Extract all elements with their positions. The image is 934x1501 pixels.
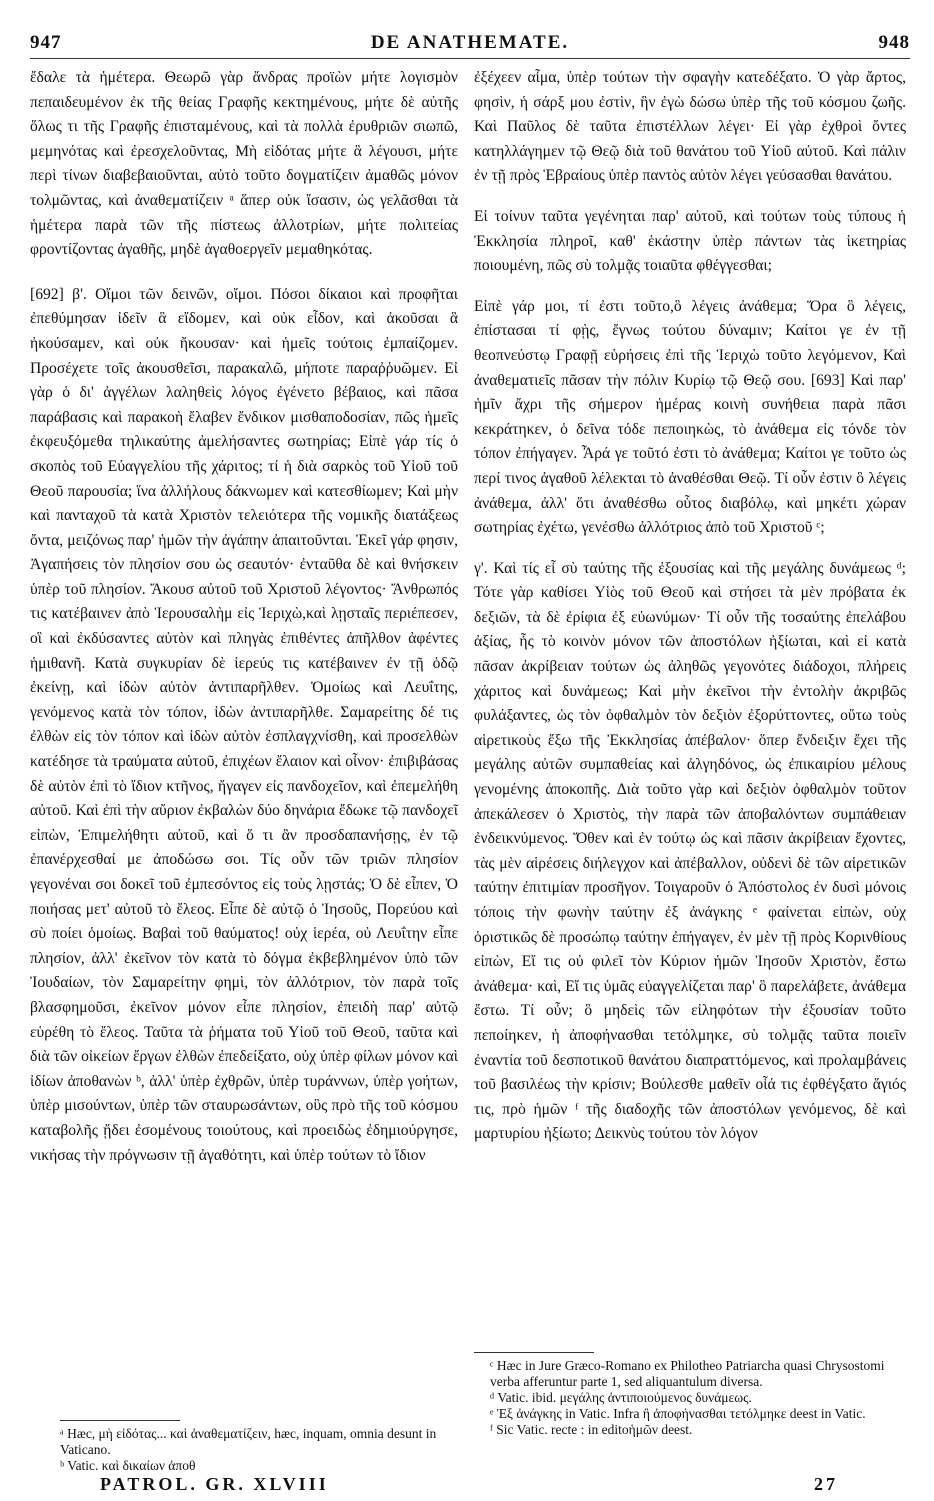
footnote-d: ᵈ Vatic. ibid. μεγάλης ἀντιποιούμενος δυνάμεως.: [490, 1390, 752, 1405]
left-page-number: 947: [30, 32, 62, 53]
footnote-f: ᶠ Sic Vatic. recte : in editoἡμῶν deest.: [490, 1422, 693, 1437]
page-title: DE ANATHEMATE.: [370, 32, 570, 53]
footnote-c: ᶜ Hæc in Jure Græco-Romano ex Philotheo Patriarcha quasi Chrysostomi verba afferuntur parte 1, sed aliquantulum diversa.: [490, 1358, 885, 1389]
right-paragraph-1: ἐξέχεεν αἷμα, ὑπὲρ τούτων τὴν σφαγὴν κατεδέξατο. Ὁ γὰρ ἄρτος, φησὶν, ἡ σάρξ μου ἐστὶν, ἣν ἐγὼ δώσω ὑπὲρ τῆς τοῦ κόσμου ζωῆς. Καὶ Παῦλος δὲ ταῦτα ἐπιστέλλων λέγει· Εἰ γὰρ ἐχθροὶ ὄντες κατηλλάγημεν τῷ Θεῷ διὰ τοῦ θανάτου τοῦ Υἱοῦ αὐτοῦ. Καὶ πάλιν ἐν τῇ πρὸς Ἑβραίους ὑπὲρ παντὸς αὐτὸν λέγει γεύσασθαι θανάτου.: [474, 69, 906, 185]
left-paragraph-1: ἔδαλε τὰ ἡμέτερα. Θεωρῶ γὰρ ἄνδρας προϊὼν μήτε λογισμὸν πεπαιδευμένον ἐκ τῆς θείας Γραφῆς κεκτημένους, μήτε δὲ αὐτῆς ὅλως τι τῆς Γραφῆς ἐπισταμένους, καὶ τὰ πολλὰ ἐρυθριῶν σιωπῶ, μεμηνότας καὶ ἐρεσχελοῦντας, Μὴ εἰδότας μήτε ἃ λέγουσι, μήτε περὶ τίνων διαβεβαιοῦνται, αὐτὸ τοῦτο δογματίζειν ἀμαθῶς μόνον τολμῶντας, καὶ ἀναθεματίζειν ᵃ ἅπερ οὐκ ἴσασιν, ὡς γελᾶσθαι τὰ ἡμέτερα παρὰ τῶν τῆς πίστεως ἀλλοτρίων, μήτε πολιτείας φροντίζοντας ἀγαθῆς, μηδὲ ἀγαθοεργεῖν μεμαθηκότας.: [30, 69, 458, 259]
left-paragraph-2: [692] β'. Οἴμοι τῶν δεινῶν, οἴμοι. Πόσοι δίκαιοι καὶ προφῆται ἐπεθύμησαν ἰδεῖν ἃ εἴδομεν, καὶ οὐκ εἶδον, καὶ ἀκοῦσαι ἃ ἠκούσαμεν, καὶ οὐκ ἤκουσαν· καὶ ἡμεῖς τούτοις ἐμπαίζομεν. Προσέχετε τοῖς ἀκουσθεῖσι, παρακαλῶ, μήποτε παραῤῥυῶμεν. Εἰ γὰρ ὁ δι' ἀγγέλων λαληθεὶς λόγος ἐγένετο βέβαιος, καὶ πᾶσα παράβασις καὶ παρακοὴ ἔλαβεν ἔνδικον μισθαποδοσίαν, πῶς ἡμεῖς ἐκφευξόμεθα τηλικαύτης ἀμελήσαντες σωτηρίας; Εἰπὲ γάρ τίς ὁ σκοπὸς τοῦ Εὐαγγελίου τῆς χάριτος; τί ἡ διὰ σαρκὸς τοῦ Υἱοῦ τοῦ Θεοῦ παρουσία; ἵνα ἀλλήλους δάκνωμεν καὶ κατεσθίωμεν; Καὶ μὴν καὶ πανταχοῦ τὰ κατὰ Χριστὸν τελειότερα τῆς νομικῆς διατάξεως ὄντα, μειζόνως παρ' ἡμῶν τὴν ἀγάπην ἀπαιτοῦνται. Ἐκεῖ γάρ φησιν, Ἀγαπήσεις τὸν πλησίον σου ὡς σεαυτόν· ἐνταῦθα δὲ καὶ θνήσκειν ὑπὲρ τοῦ πλησίον. Ἄκουσ αὐτοῦ τοῦ Χριστοῦ λέγοντος· Ἄνθρωπός τις κατέβαινεν ἀπὸ Ἱερουσαλὴμ εἰς Ἱεριχὼ,καὶ λῃσταῖς περιέπεσεν, οἳ καὶ ἐκδύσαντες αὐτὸν καὶ πληγὰς ἐπιθέντες ἀπῆλθον ἀφέντες ἡμιθανῆ. Κατὰ συγκυρίαν δὲ ἱερεύς τις κατέβαινεν ἐν τῇ ὁδῷ ἐκείνῃ, καὶ ἰδὼν αὐτὸν ἀντιπαρῆλθεν. Ὁμοίως καὶ Λευΐτης, γενόμενος κατὰ τὸν τόπον, ἰδὼν ἀντιπαρῆλθε. Σαμαρείτης δέ τις ἐλθὼν εἰς τὸν τόπον καὶ ἰδὼν αὐτὸν ἐσπλαγχνίσθη, καὶ προσελθὼν κατέδησε τὰ τραύματα αὐτοῦ, ἐπιχέων ἔλαιον καὶ οἶνον· ἐπιβιβάσας δὲ αὐτὸν ἐπὶ τὸ ἴδιον κτῆνος, ἤγαγεν εἰς πανδοχεῖον, καὶ ἐπεμελήθη αὐτοῦ. Καὶ ἐπὶ τὴν αὔριον ἐκβαλὼν δύο δηνάρια ἔδωκε τῷ πανδοχεῖ εἰπὼν, Ἐπιμελήθητι αὐτοῦ, καὶ ὅ τι ἂν προσδαπανήσῃς, ἐν τῷ ἐπανέρχεσθαί με ἀποδώσω σοι. Τίς οὖν τῶν τριῶν πλησίον γεγονέναι σοι δοκεῖ τοῦ ἐμπεσόντος εἰς τοὺς λῃστάς; Ὁ δὲ εἶπεν, Ὁ ποιήσας μετ' αὐτοῦ τὸ ἔλεος. Εἶπε δὲ αὐτῷ ὁ Ἰησοῦς, Πορεύου καὶ σὺ ποίει ὁμοίως. Βαβαὶ τοῦ θαύματος! οὐχ ἱερέα, οὐ Λευΐτην εἶπε πλησίον, ἀλλ' ἐκεῖνον τὸν κατὰ τὸ δόγμα ἐκβεβλημένον ὑπὸ τῶν Ἰουδαίων, τὸν Σαμαρείτην φημὶ, τὸν ἀλλότριον, τὸν παρὰ τοῖς βλασφημοῦσι, ἐκεῖνον μόνον εἶπε πλησίον, ἐπειδὴ παρ' αὐτῷ εὑρέθη τὸ ἔλεος. Ταῦτα τὰ ῥήματα τοῦ Υἱοῦ τοῦ Θεοῦ, ταῦτα καὶ διὰ τῶν οἰκείων ἔργων ἐλθὼν ἐπεδείξατο, οὐχ ὑπὲρ φίλων μόνον καὶ ἰδίων ἀποθανὼν ᵇ, ἀλλ' ὑπὲρ ἐχθρῶν, ὑπὲρ τυράννων, ὑπὲρ γοήτων, ὑπὲρ μισούντων, ὑπὲρ τῶν σταυρωσάντων, οὓς πρὸ τῆς τοῦ κόσμου καταβολῆς ᾔδει ἐσομένους τοιούτους, καὶ προειδὼς ἐδημιούργησε, νικήσας τὴν πρόγνωσιν τῇ ἀγαθότητι, καὶ ὑπὲρ τούτων τὸ ἴδιον: [30, 285, 458, 1164]
footnote-rule-right: [474, 1352, 594, 1353]
running-head: [30, 32, 910, 56]
right-paragraph-2: Εἰ τοίνυν ταῦτα γεγένηται παρ' αὐτοῦ, καὶ τούτων τοὺς τύπους ἡ Ἐκκλησία πληροῖ, καθ' ἑκάστην ὑπὲρ πάντων τὰς ἱκετηρίας ποιουμένη, πῶς σὺ τολμᾷς τοιαῦτα φθέγγεσθαι;: [474, 207, 906, 275]
footnote-e: ᵉ Ἐξ ἀνάγκης in Vatic. Infra ἢ ἀποφήνασθαι τετόλμηκε deest in Vatic.: [490, 1406, 866, 1421]
footer-signature: PATROL. GR. XLVIII: [100, 1474, 329, 1494]
footnotes-right: [490, 1358, 908, 1438]
right-column: [474, 66, 906, 1147]
header-rule: [30, 58, 910, 59]
footnotes-left: [60, 1426, 450, 1474]
right-paragraph-3: Εἰπὲ γάρ μοι, τί ἐστι τοῦτο,ὃ λέγεις ἀνάθεμα; Ὅρα ὃ λέγεις, ἐπίστασαι τί φῂς, ἔγνως τούτου δύναμιν; Καίτοι γε ἐν τῇ θεοπνεύστῳ Γραφῇ εὑρήσεις ἐπὶ τῆς Ἱεριχὼ τοῦτο λεγόμενον, Καὶ ἀναθεματιεῖς πᾶσαν τὴν πόλιν Κυρίῳ τῷ Θεῷ σου. [693] Καὶ παρ' ἡμῖν ἄχρι τῆς σήμερον ἡμέρας κοινὴ συνήθεια παρὰ πᾶσι κεκράτηκεν, ὁ δεῖνα τόδε πεποιηκὼς, τὸ ἀνάθεμα εἰς τόνδε τὸν τόπον ἐπήγαγεν. Ἆρά γε τοῦτό ἐστι τὸ ἀνάθεμα; Καίτοι γε τοῦτο ὡς περί τινος ἀγαθοῦ λέλεκται τὸ ἀναθέσθαι Θεῷ. Τί οὖν ἐστιν ὃ λέγεις ἀνάθεμα, ἀλλ' ὅτι ἀναθέσθω οὗτος διαβόλῳ, καὶ μηκέτι χώραν σωτηρίας ἐχέτω, γενέσθω ἀλλότριος ἀπὸ τοῦ Χριστοῦ ᶜ;: [474, 297, 906, 537]
footnote-b: ᵇ Vatic. καὶ δικαίων ἀποθ: [60, 1458, 196, 1473]
left-column: [30, 66, 458, 1168]
footnote-rule-left: [60, 1420, 180, 1421]
footer-sheet-number: 27: [814, 1474, 838, 1494]
footnote-a: ᵃ Hæc, μὴ εἰδότας... καὶ ἀναθεματίζειν, hæc, inquam, omnia desunt in Vaticano.: [60, 1426, 437, 1457]
right-page-number: 948: [878, 32, 910, 53]
right-paragraph-4: γ'. Καὶ τίς εἶ σὺ ταύτης τῆς ἐξουσίας καὶ τῆς μεγάλης δυνάμεως ᵈ; Τότε γὰρ καθίσει Υἱὸς τοῦ Θεοῦ καὶ στήσει τὰ μὲν πρόβατα ἐκ δεξιῶν, τὰ δὲ ἐρίφια ἐξ εὐωνύμων· Τί οὖν τῆς τοσαύτης ἐπελάβου ἀξίας, ἧς τὸ κοινὸν μόνον τῶν ἀποστόλων ἠξίωται, καὶ εἰ κατὰ πᾶσαν ἀκρίβειαν τούτων ὡς ἀληθῶς γεγονότες διάδοχοι, πλήρεις χάριτος καὶ δυνάμεως; Καὶ μὴν ἐκεῖνοι τὴν ἐντολὴν ἀκριβῶς φυλάξαντες, ὡς τὸν ὀφθαλμὸν τὸν δεξιὸν ἐξορύττοντες, οὕτω τοὺς αἱρετικοὺς ἔξω τῆς Ἐκκλησίας ἀπέβαλον· ὅπερ ἔνδειξιν ἔχει τῆς μεγάλης αὐτῶν συμπαθείας καὶ ἀλγηδόνος, ὡς ἐπικαιρίου μέλους γενομένης ἀποκοπῆς. Διὰ τοῦτο γὰρ καὶ δεξιὸν ὀφθαλμὸν τοῦτον ἀπεκάλεσεν ὁ Χριστὸς, τὴν παρὰ τῶν ἀποβαλόντων συμπάθειαν ἐνδεικνύμενος. Ὅθεν καὶ ἐν τούτῳ ὡς καὶ πᾶσιν ἀκρίβειαν ἔχοντες, τὰς μὲν αἱρέσεις διήλεγχον καὶ ἀπέβαλλον, οὐδενὶ δὲ τῶν αἱρετικῶν ταύτην ἐπιτιμίαν προσῆγον. Τοιγαροῦν ὁ Ἀπόστολος ἐν δυσὶ μόνοις τόποις τὴν φωνὴν ταύτην ἐξ ἀνάγκης ᵉ φαίνεται εἰπὼν, οὐχ ὁριστικῶς δὲ προσώπῳ ταύτην ἐπήγαγεν, ἐν μὲν τῇ πρὸς Κορινθίους εἰπὼν, Εἴ τις οὐ φιλεῖ τὸν Κύριον ἡμῶν Ἰησοῦν Χριστὸν, ἔστω ἀνάθεμα· καὶ, Εἴ τις ὑμᾶς εὐαγγελίζεται παρ' ὃ παρελάβετε, ἀνάθεμα ἔστω. Τί οὖν; ὃ μηδεὶς τῶν εἰληφότων τὴν ἐξουσίαν τοῦτο πεποίηκεν, ἡ ἀποφήνασθαι τετόλμηκε, σὺ τολμᾷς ταῦτα ποιεῖν ἐναντία τοῦ δεσποτικοῦ θανάτου διαπραττόμενος, καὶ προλαμβάνεις τοῦ βασιλέως τὴν κρίσιν; Βούλεσθε μαθεῖν οἷά τις ἐφθέγξατο ἅγιός τις, πρὸ ἡμῶν ᶠ τῆς διαδοχῆς τῶν ἀποστόλων γενόμενος, δὲ καὶ μαρτυρίου ἠξίωτο; Δεικνὺς τούτου τὸν λόγον: [474, 559, 906, 1143]
